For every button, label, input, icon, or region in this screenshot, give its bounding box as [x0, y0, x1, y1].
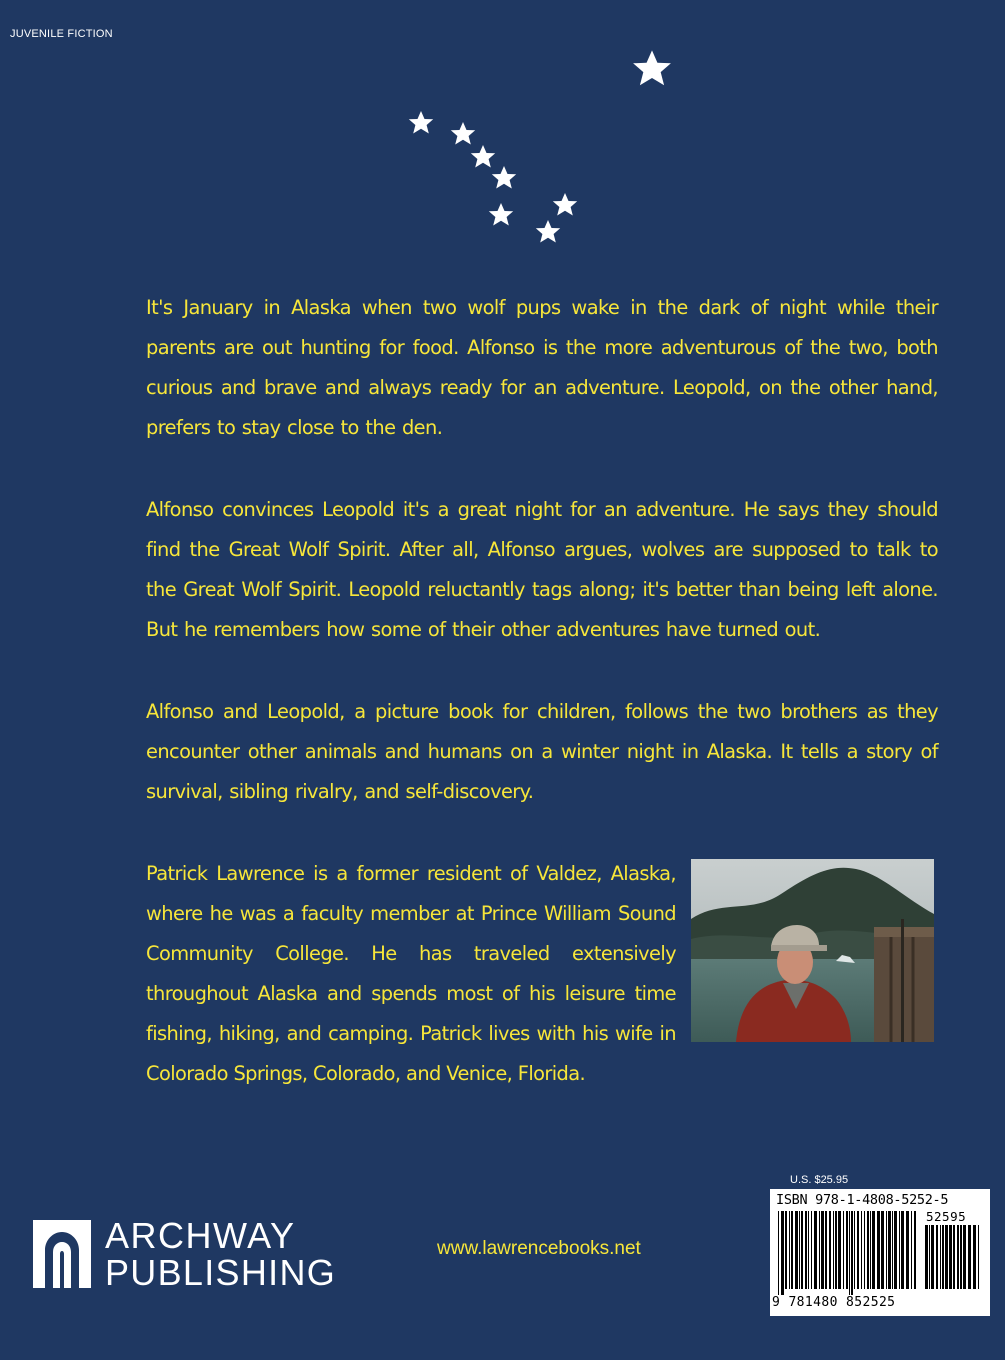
- publisher-name-line2: PUBLISHING: [105, 1252, 337, 1293]
- big-dipper-stars-icon: [0, 0, 1005, 260]
- price-label: U.S. $25.95: [790, 1174, 849, 1186]
- addon-digits: 52595: [926, 1209, 967, 1224]
- publisher-logo: [33, 1215, 337, 1293]
- publisher-name-line1: ARCHWAY: [105, 1215, 296, 1256]
- isbn-number: ISBN 978-1-4808-5252-5: [776, 1192, 949, 1208]
- addon-barcode-bars: [925, 1225, 983, 1295]
- isbn-barcode: [770, 1189, 990, 1316]
- description-paragraph-3: Alfonso and Leopold, a picture book for children, follows the two brothers as they encounter other animals and humans on a winter night in Alaska. It tells a story of survival, sibling rivalry, and self-discovery.: [146, 700, 938, 803]
- author-bio: Patrick Lawrence is a former resident of Valdez, Alaska, where he was a faculty member at Prince William Sound Community College. He has traveled extensively throughout Alaska and spends most of his leisure time fishing, hiking, and camping. Patrick lives with his wife in Colorado Springs, Colorado, and Venice, Florida.: [146, 862, 676, 1085]
- ean-digits: 9 781480 852525: [772, 1295, 896, 1310]
- category-label: JUVENILE FICTION: [10, 28, 113, 40]
- website-link[interactable]: www.lawrencebooks.net: [437, 1238, 641, 1259]
- ean-barcode-bars: [778, 1211, 920, 1295]
- author-photo-icon: [691, 859, 934, 1042]
- description-paragraph-2: Alfonso convinces Leopold it's a great night for an adventure. He says they should find the Great Wolf Spirit. After all, Alfonso argues, wolves are supposed to talk to the Great Wolf Spirit. Leopold reluctantly tags along; it's better than being left alone. But he remembers how some of their other adventures have turned out.: [146, 498, 938, 641]
- description-paragraph-1: It's January in Alaska when two wolf pups wake in the dark of night while their parents are out hunting for food. Alfonso is the more adventurous of the two, both curious and brave and always ready for an adventure. Leopold, on the other hand, prefers to stay close to the den.: [146, 296, 938, 439]
- archway-logo-icon: [33, 1220, 91, 1288]
